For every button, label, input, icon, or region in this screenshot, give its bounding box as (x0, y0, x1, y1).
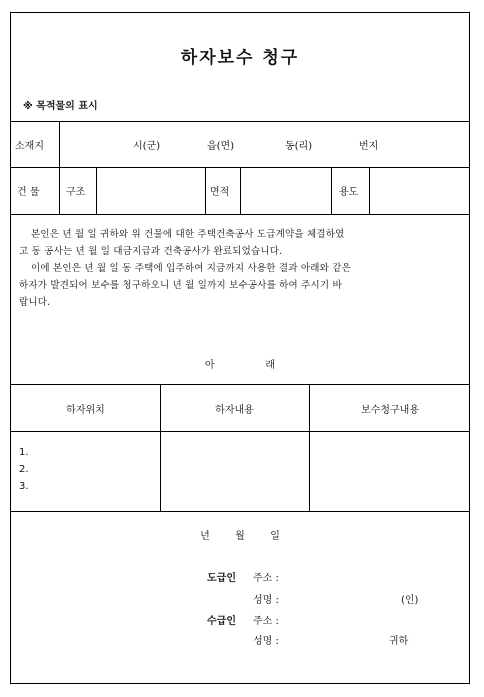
contractor-role: 도급인 (207, 573, 236, 584)
divider (11, 214, 469, 215)
building-structure-label: 구조 (66, 187, 86, 198)
page-title: 하자보수 청구 (180, 48, 300, 68)
divider (59, 167, 60, 214)
divider (205, 167, 206, 214)
recipient-role: 수급인 (207, 616, 236, 627)
divider (369, 167, 370, 214)
table-header-location: 하자위치 (66, 405, 105, 416)
building-label: 건 물 (17, 187, 40, 198)
contractor-name-label: 성명 : (253, 595, 279, 606)
table-header-content: 하자내용 (215, 405, 254, 416)
location-eup: 읍(면) (207, 141, 235, 152)
building-area-label: 면적 (210, 187, 230, 198)
divider (11, 384, 469, 385)
divider (11, 431, 469, 432)
honorific: 귀하 (389, 636, 409, 647)
recipient-name-label: 성명 : (253, 636, 279, 647)
section-heading: ※ 목적물의 표시 (23, 101, 98, 112)
contractor-address-label: 주소 : (253, 573, 279, 584)
divider (96, 167, 97, 214)
location-si: 시(군) (133, 141, 161, 152)
divider (11, 121, 469, 122)
body-line: 본인은 년 월 일 귀하와 위 건물에 대한 주택건축공사 도급계약을 체결하였 (31, 229, 345, 240)
location-beonji: 번지 (359, 141, 379, 152)
body-line: 하자가 발견되어 보수를 청구하오니 년 월 일까지 보수공사를 하여 주시기 바 (19, 280, 342, 291)
divider (240, 167, 241, 214)
date-line: 년 월 일 (200, 531, 280, 542)
body-line: 이에 본인은 년 월 일 동 주택에 입주하여 지금까지 사용한 결과 아래와 같은 (31, 263, 351, 274)
divider (11, 511, 469, 512)
below-label: 아 래 (204, 360, 276, 371)
seal-mark: (인) (401, 595, 419, 606)
location-dong: 동(리) (285, 141, 313, 152)
building-usage-label: 용도 (339, 187, 359, 198)
table-item: 1. (19, 447, 29, 458)
table-item: 2. (19, 464, 29, 475)
divider (331, 167, 332, 214)
table-item: 3. (19, 481, 29, 492)
location-label: 소재지 (15, 141, 44, 152)
recipient-address-label: 주소 : (253, 616, 279, 627)
body-line: 랍니다. (19, 297, 51, 308)
body-line: 고 동 공사는 년 월 일 대금지급과 건축공사가 완료되었습니다. (19, 246, 283, 257)
form-page (10, 12, 470, 684)
divider (59, 121, 60, 167)
table-header-request: 보수청구내용 (361, 405, 419, 416)
body-paragraph (19, 226, 463, 311)
